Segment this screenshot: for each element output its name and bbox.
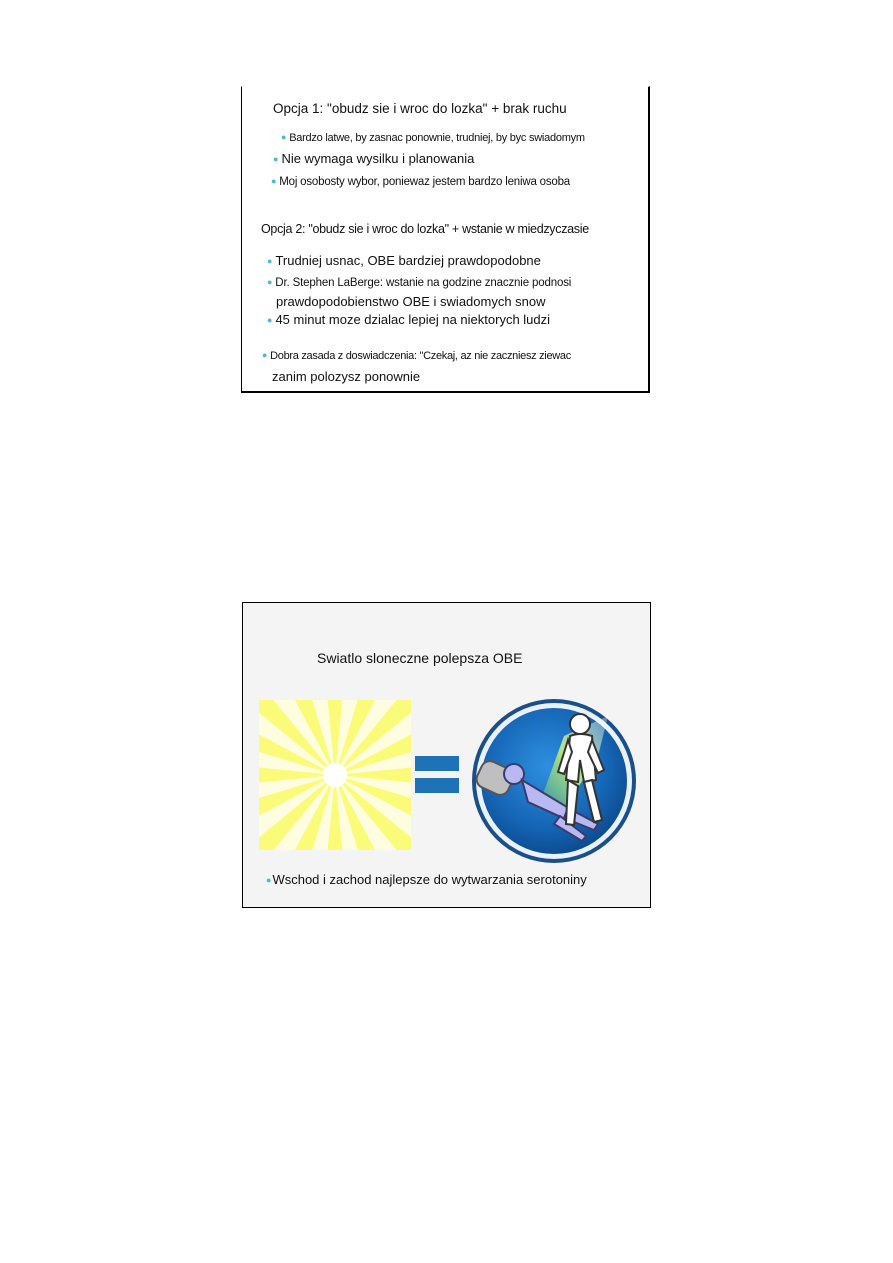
slide-sunlight: [242, 602, 651, 908]
bullet-icon: ●: [281, 132, 287, 142]
list-item: ●Wschod i zachod najlepsze do wytwarzania serotoniny: [266, 872, 587, 887]
slide-option-comparison: [241, 86, 650, 393]
bullet-icon: ●: [266, 875, 272, 885]
option1-heading: Opcja 1: "obudz sie i wroc do lozka" + brak ruchu: [273, 101, 567, 116]
bullet-icon: ●: [273, 154, 279, 164]
list-item: ● Moj osobosty wybor, poniewaz jestem bardzo leniwa osoba: [271, 176, 570, 188]
list-item: ● Trudniej usnac, OBE bardziej prawdopodobne: [267, 253, 541, 268]
bullet-icon: ●: [262, 350, 268, 360]
bullet-icon: ●: [267, 277, 273, 287]
bullet-icon: ●: [267, 256, 273, 266]
list-item-continuation: prawdopodobienstwo OBE i swiadomych snow: [276, 294, 546, 309]
rule-of-thumb: ● Dobra zasada z doswiadczenia: "Czekaj, az nie zaczniesz ziewac: [262, 350, 571, 362]
option2-heading: Opcja 2: "obudz sie i wroc do lozka" + wstanie w miedzyczasie: [261, 222, 589, 236]
list-item: ● Nie wymaga wysilku i planowania: [273, 151, 475, 166]
list-item: ● 45 minut moze dzialac lepiej na niektorych ludzi: [267, 312, 551, 327]
bullet-icon: ●: [271, 176, 277, 186]
bullet-icon: ●: [267, 315, 273, 325]
equals-icon: [415, 756, 459, 794]
rule-of-thumb-continuation: zanim polozysz ponownie: [272, 369, 421, 384]
list-item: ● Dr. Stephen LaBerge: wstanie na godzine znacznie podnosi: [267, 277, 572, 289]
list-item: ● Bardzo latwe, by zasnac ponownie, trudniej, by byc swiadomym: [281, 132, 585, 144]
sun-rays-icon: [259, 700, 411, 850]
out-of-body-icon: [468, 696, 640, 866]
slide-title: Swiatlo sloneczne polepsza OBE: [317, 650, 523, 666]
